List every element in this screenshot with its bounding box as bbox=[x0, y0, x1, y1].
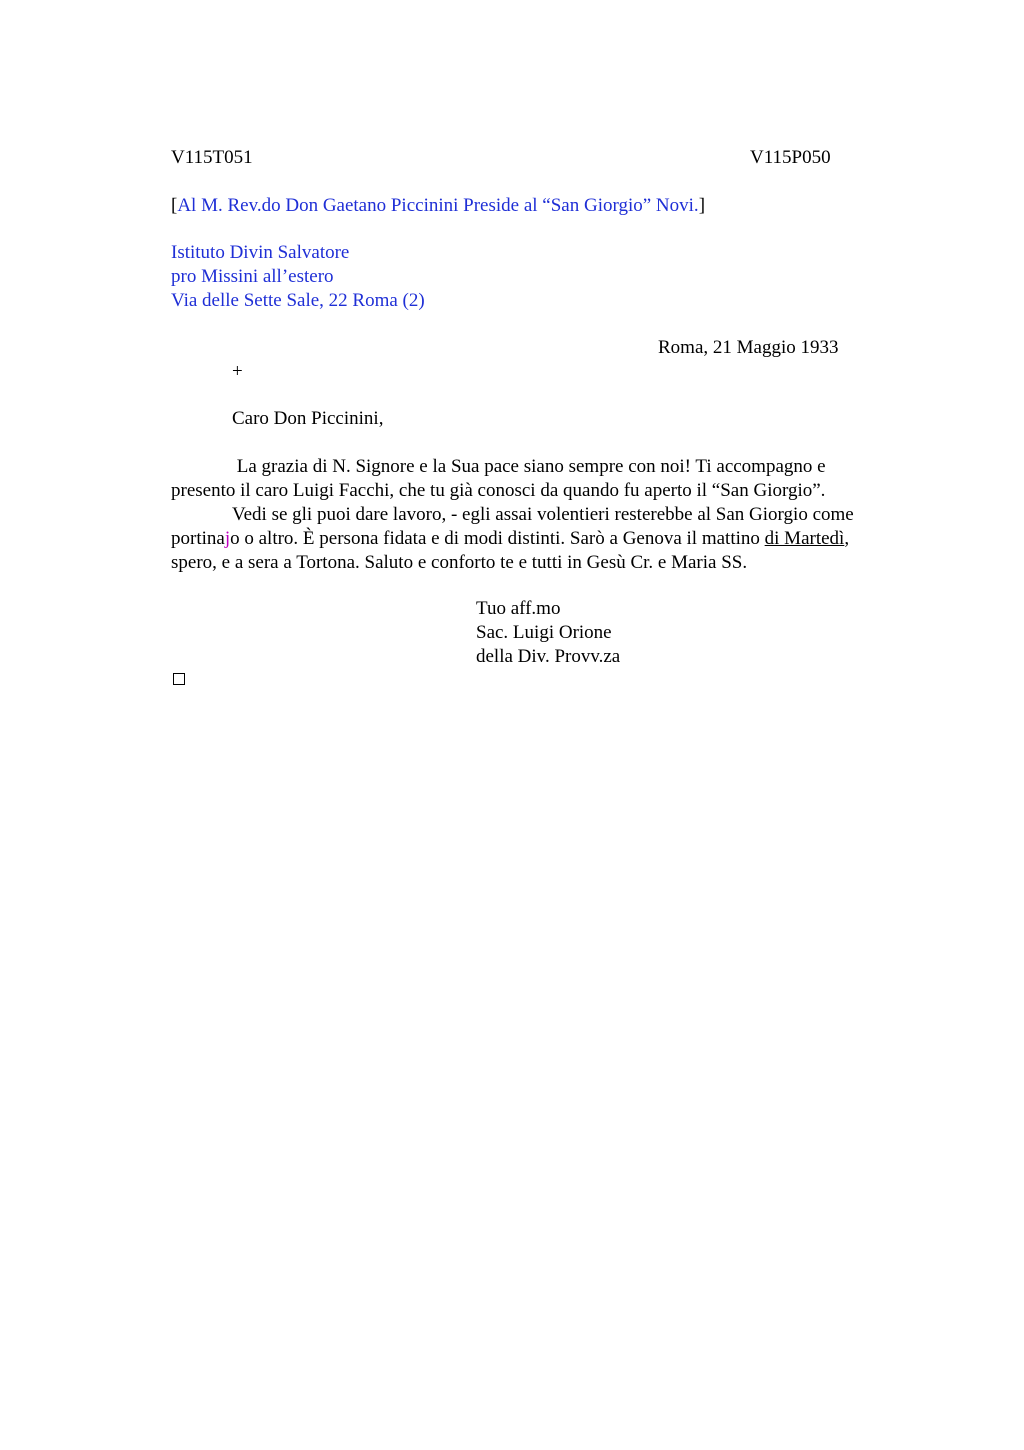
document-code-right: V115P050 bbox=[750, 147, 831, 168]
highlighted-letter: j bbox=[224, 528, 231, 549]
addressee-line bbox=[171, 194, 705, 218]
closing-line-1: Tuo aff.mo bbox=[476, 598, 561, 619]
letter-date: Roma, 21 Maggio 1933 bbox=[658, 337, 839, 358]
salutation: Caro Don Piccinini, bbox=[232, 408, 384, 429]
closing-signature: Sac. Luigi Orione bbox=[476, 622, 612, 643]
letterhead-line-3: Via delle Sette Sale, 22 Roma (2) bbox=[171, 290, 425, 311]
body-line: portinajo o altro. È persona fidata e di modi distinti. Sarò a Genova il mattino di Martedì, bbox=[171, 528, 850, 549]
underlined-text: di Martedì bbox=[764, 528, 845, 549]
addressee-close-bracket: ] bbox=[698, 195, 706, 216]
body-line: presento il caro Luigi Facchi, che tu già conosci da quando fu aperto il “San Giorgio”. bbox=[171, 480, 826, 501]
body-line: La grazia di N. Signore e la Sua pace siano sempre con noi! Ti accompagno e bbox=[232, 456, 826, 477]
body-paragraph bbox=[171, 455, 931, 575]
letterhead-line-2: pro Missini all’estero bbox=[171, 266, 334, 287]
cross-symbol: + bbox=[232, 361, 243, 382]
body-line: spero, e a sera a Tortona. Saluto e conforto te e tutti in Gesù Cr. e Maria SS. bbox=[171, 552, 748, 573]
addressee-text: Al M. Rev.do Don Gaetano Piccinini Preside al “San Giorgio” Novi. bbox=[177, 195, 699, 216]
checkbox-icon bbox=[173, 673, 185, 685]
addressee-open-bracket: [ bbox=[171, 195, 178, 216]
document-code-left: V115T051 bbox=[171, 147, 253, 168]
closing-line-3: della Div. Provv.za bbox=[476, 646, 621, 667]
letterhead-line-1: Istituto Divin Salvatore bbox=[171, 242, 350, 263]
body-line: Vedi se gli puoi dare lavoro, - egli assai volentieri resterebbe al San Giorgio come bbox=[232, 504, 854, 525]
